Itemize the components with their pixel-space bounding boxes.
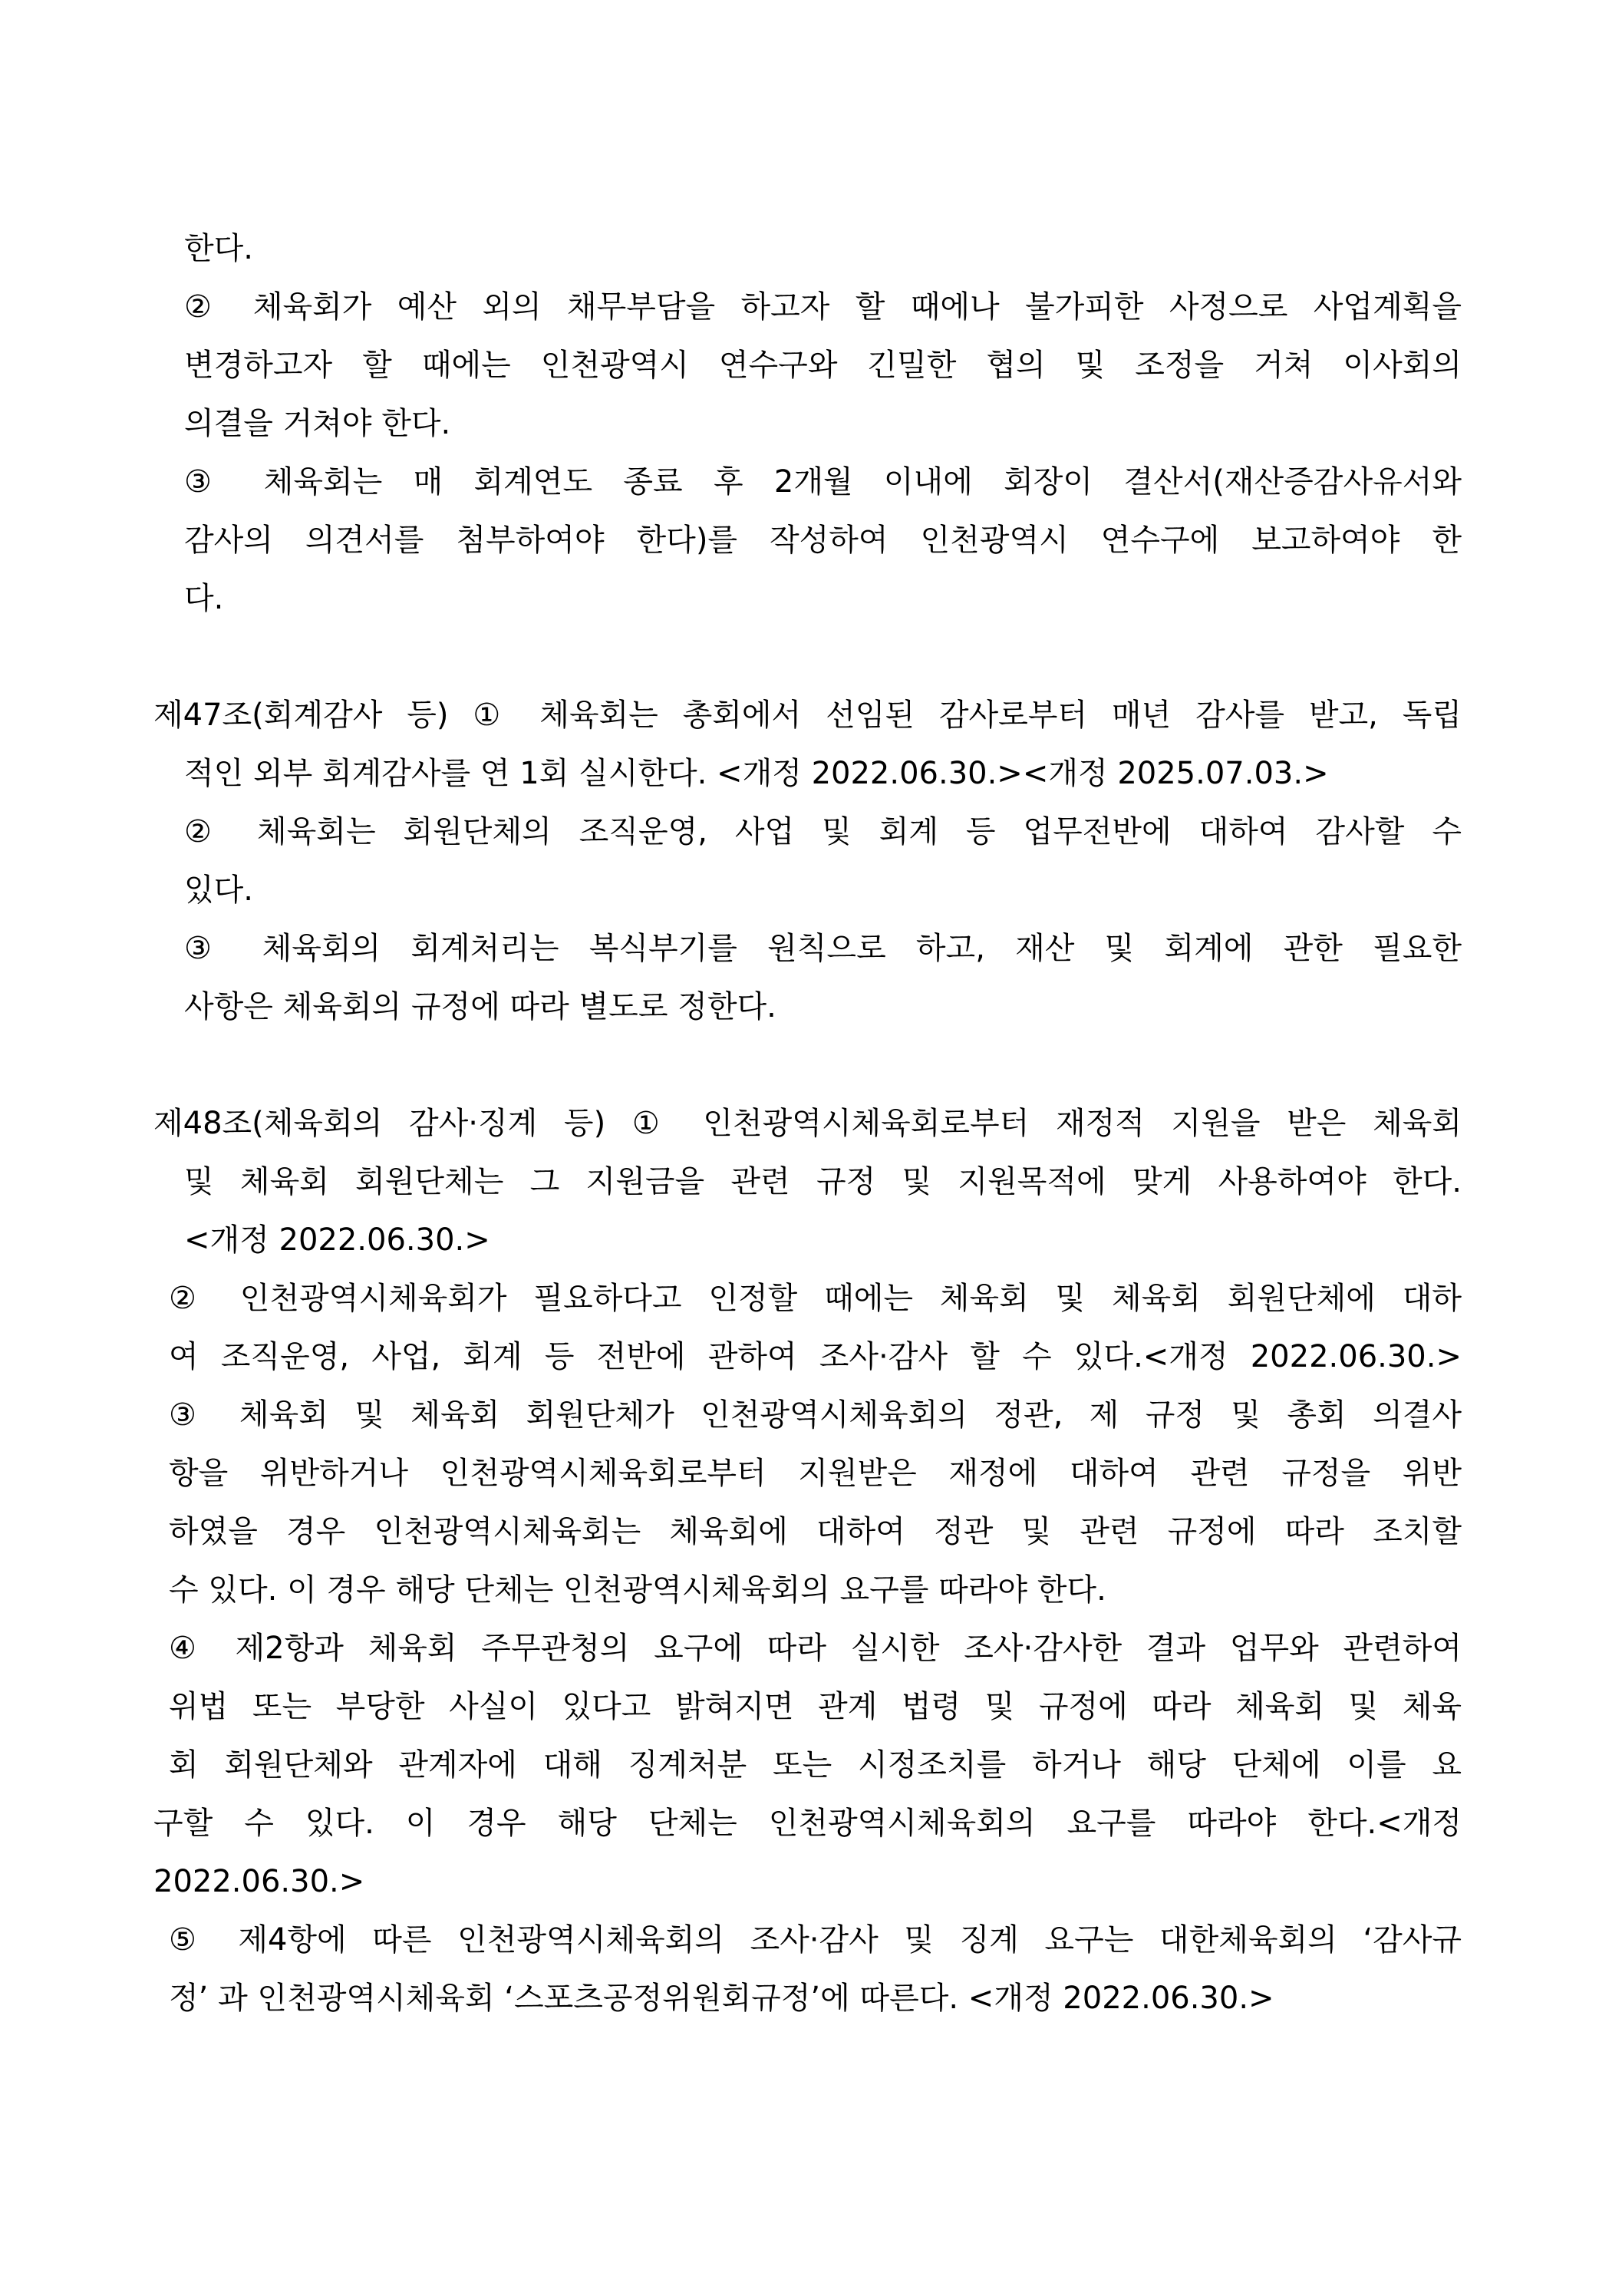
text-line: 변경하고자 할 때에는 인천광역시 연수구와 긴밀한 협의 및 조정을 거쳐 이사회의 xyxy=(184,348,1462,383)
text-line: 위법 또는 부당한 사실이 있다고 밝혀지면 관계 법령 및 규정에 따라 체육회 및 체육 xyxy=(169,1689,1462,1724)
text-line: 한다. xyxy=(184,231,253,266)
text-line: 정’ 과 인천광역시체육회 ‘스포츠공정위원회규정’에 따른다. <개정 2022.06.30.> xyxy=(169,1981,1274,2016)
text-line: 의결을 거쳐야 한다. xyxy=(184,406,451,441)
text-line: ③ 체육회는 매 회계연도 종료 후 2개월 이내에 회장이 결산서(재산증감사유서와 xyxy=(184,464,1462,500)
text-line: ③ 체육회의 회계처리는 복식부기를 원칙으로 하고, 재산 및 회계에 관한 필요한 xyxy=(184,931,1462,966)
text-line: 다. xyxy=(184,581,224,616)
text-line: 2022.06.30.> xyxy=(153,1864,365,1899)
text-line: 수 있다. 이 경우 해당 단체는 인천광역시체육회의 요구를 따라야 한다. xyxy=(169,1572,1106,1608)
text-line: 여 조직운영, 사업, 회계 등 전반에 관하여 조사·감사 할 수 있다.<개정 2022.06.30.> xyxy=(169,1339,1462,1374)
text-line: 회 회원단체와 관계자에 대해 징계처분 또는 시정조치를 하거나 해당 단체에 이를 요 xyxy=(169,1747,1462,1783)
text-line: ② 체육회는 회원단체의 조직운영, 사업 및 회계 등 업무전반에 대하여 감사할 수 xyxy=(184,814,1462,849)
text-line: ⑤ 제4항에 따른 인천광역시체육회의 조사·감사 및 징계 요구는 대한체육회의 ‘감사규 xyxy=(169,1922,1462,1958)
text-line: ② 인천광역시체육회가 필요하다고 인정할 때에는 체육회 및 체육회 회원단체에 대하 xyxy=(169,1281,1462,1316)
text-line: 적인 외부 회계감사를 연 1회 실시한다. <개정 2022.06.30.><개정 2025.07.03.> xyxy=(184,756,1329,791)
text-line: 있다. xyxy=(184,873,253,908)
text-line: ④ 제2항과 체육회 주무관청의 요구에 따라 실시한 조사·감사한 결과 업무와 관련하여 xyxy=(169,1631,1462,1666)
article-48-heading: 제48조(체육회의 감사·징계 등) ① 인천광역시체육회로부터 재정적 지원을 받은 체육회 xyxy=(153,1106,1462,1141)
text-line: 사항은 체육회의 규정에 따라 별도로 정한다. xyxy=(184,989,776,1024)
text-line: ③ 체육회 및 체육회 회원단체가 인천광역시체육회의 정관, 제 규정 및 총회 의결사 xyxy=(169,1397,1462,1433)
article-47-heading: 제47조(회계감사 등) ① 체육회는 총회에서 선임된 감사로부터 매년 감사를 받고, 독립 xyxy=(153,698,1462,733)
text-line: 항을 위반하거나 인천광역시체육회로부터 지원받은 재정에 대하여 관련 규정을 위반 xyxy=(169,1456,1462,1491)
text-line: 구할 수 있다. 이 경우 해당 단체는 인천광역시체육회의 요구를 따라야 한다.<개정 xyxy=(153,1806,1462,1841)
text-line: <개정 2022.06.30.> xyxy=(184,1222,490,1258)
text-line: ② 체육회가 예산 외의 채무부담을 하고자 할 때에나 불가피한 사정으로 사업계획을 xyxy=(184,289,1462,325)
text-line: 및 체육회 회원단체는 그 지원금을 관련 규정 및 지원목적에 맞게 사용하여야 한다. xyxy=(184,1164,1462,1199)
text-line: 하였을 경우 인천광역시체육회는 체육회에 대하여 정관 및 관련 규정에 따라 조치할 xyxy=(169,1514,1462,1549)
text-line: 감사의 의견서를 첨부하여야 한다)를 작성하여 인천광역시 연수구에 보고하여야 한 xyxy=(184,523,1462,558)
